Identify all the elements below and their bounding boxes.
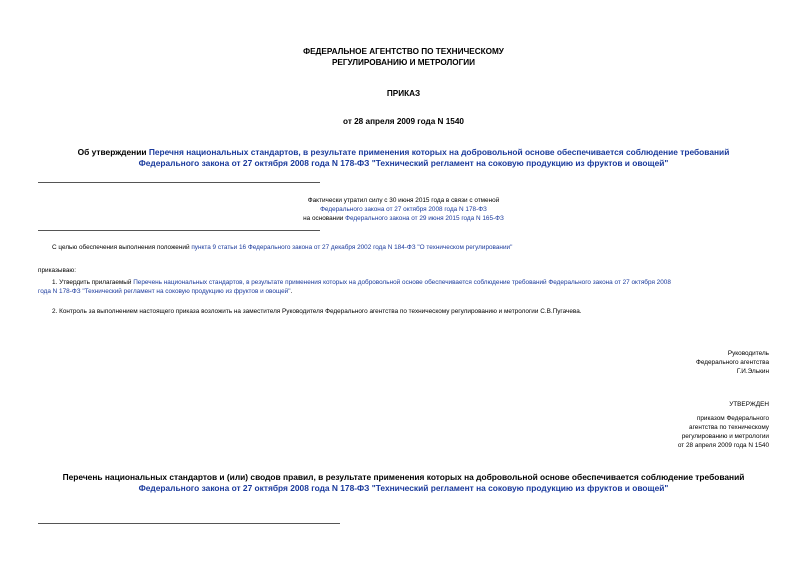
- item-2: 2. Контроль за выполнением настоящего приказа возложить на заместителя Руководителя Федерального агентства по техническому регулированию и метрологии С.В.Пугачева.: [52, 308, 582, 315]
- approved-line4: от 28 апреля 2009 года N 1540: [677, 442, 769, 449]
- agency-name: [0, 46, 807, 68]
- order-subject: [30, 147, 777, 169]
- approved-block: [678, 400, 769, 450]
- signature-name: Г.И.Элькин: [736, 368, 769, 375]
- divider-middle: [38, 230, 320, 231]
- list-title-link[interactable]: Федерального закона от 27 октября 2008 года N 178-ФЗ "Технический регламент на соковую продукцию из фруктов и овощей": [138, 483, 669, 493]
- status-note-line1: Фактически утратил силу с 30 июня 2015 года в связи с отменой: [307, 197, 500, 204]
- status-note-link1[interactable]: Федерального закона от 27 октября 2008 года N 178-ФЗ: [320, 206, 487, 213]
- item-1: [38, 278, 770, 296]
- order-word: приказываю:: [38, 267, 76, 274]
- status-note-prefix: на основании: [303, 215, 346, 222]
- item-1-suffix: .: [290, 288, 293, 295]
- preamble-prefix: С целью обеспечения выполнения положений: [52, 244, 192, 251]
- subject-link-line1[interactable]: Перечня национальных стандартов, в результате применения которых на добровольной основе обеспечивается соблюдение требований: [148, 147, 730, 157]
- order-type: ПРИКАЗ: [386, 89, 421, 98]
- status-note: [180, 196, 627, 223]
- subject-prefix: Об утверждении: [77, 147, 149, 157]
- approved-line1: приказом Федерального: [696, 415, 769, 422]
- list-title-line1: Перечень национальных стандартов и (или) сводов правил, в результате применения которых на добровольной основе обеспечивается соблюдение требований: [62, 472, 745, 482]
- subject-link-line2[interactable]: Федерального закона от 27 октября 2008 года N 178-ФЗ "Технический регламент на соковую продукцию из фруктов и овощей": [138, 158, 669, 168]
- item-1-link-line1[interactable]: Перечень национальных стандартов, в результате применения которых на добровольной основе обеспечивается соблюдение требований Федерального закона от 27 октября 2008: [133, 279, 671, 286]
- item-1-link-line2[interactable]: года N 178-ФЗ "Технический регламент на соковую продукцию из фруктов и овощей": [38, 288, 291, 295]
- status-note-link2[interactable]: Федерального закона от 29 июня 2015 года N 165-ФЗ: [345, 215, 504, 222]
- agency-name-line2: РЕГУЛИРОВАНИЮ И МЕТРОЛОГИИ: [331, 58, 476, 67]
- approved-line3: регулированию и метрологии: [681, 433, 769, 440]
- signature-line2: Федерального агентства: [695, 359, 769, 366]
- approved-line2: агентства по техническому: [689, 424, 769, 431]
- order-date-number: от 28 апреля 2009 года N 1540: [343, 117, 464, 126]
- divider-top: [38, 182, 320, 183]
- preamble: [52, 243, 772, 252]
- preamble-link[interactable]: пункта 9 статьи 16 Федерального закона от 27 декабря 2002 года N 184-ФЗ "О техническом регулировании": [191, 244, 513, 251]
- list-title: [30, 472, 777, 494]
- divider-bottom: [38, 523, 340, 524]
- signature-line1: Руководитель: [727, 350, 769, 357]
- approved-title: УТВЕРЖДЕН: [729, 401, 769, 408]
- signature-block: [696, 349, 769, 376]
- item-1-prefix: 1. Утвердить прилагаемый: [52, 279, 134, 286]
- agency-name-line1: ФЕДЕРАЛЬНОЕ АГЕНТСТВО ПО ТЕХНИЧЕСКОМУ: [303, 47, 504, 56]
